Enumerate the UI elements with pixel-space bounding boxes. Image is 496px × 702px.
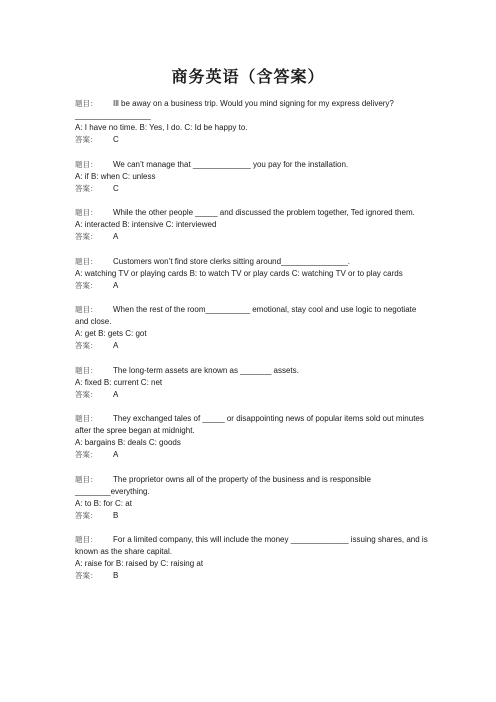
question-text-continued: after the spree began at midnight. (75, 426, 195, 435)
question-text: Ill be away on a business trip. Would you mind signing for my express delivery? (113, 99, 394, 108)
answer-label: 答案： (75, 510, 98, 520)
question-label: 题目： (75, 535, 98, 544)
question-text: They exchanged tales of _____ or disappointing news of popular items sold out minutes (113, 414, 424, 423)
question-list (75, 98, 428, 595)
question-item (75, 159, 421, 195)
answer-options: A: fixed B: current C: net (75, 377, 163, 387)
question-text: For a limited company, this will include the money _____________ issuing shares, and is (113, 535, 428, 544)
question-text-continued: known as the share capital. (75, 547, 172, 556)
answer-label: 答案： (75, 389, 98, 399)
question-item (75, 413, 424, 461)
answer-options: A: get B: gets C: got (75, 329, 147, 338)
answer-label: 答案： (75, 341, 98, 350)
answer-value: A (113, 280, 119, 290)
question-label: 题目： (75, 365, 98, 375)
question-item (75, 256, 421, 292)
answer-value: A (113, 232, 119, 241)
answer-value: A (113, 450, 119, 459)
answer-value: C (113, 135, 119, 144)
answer-label: 答案： (75, 450, 98, 459)
answer-value: A (113, 341, 119, 350)
answer-label: 答案： (75, 135, 98, 144)
answer-options: A: raise for B: raised by C: raising at (75, 559, 204, 568)
answer-value: B (113, 571, 119, 580)
answer-options: A: I have no time. B: Yes, I do. C: Id be happy to. (75, 123, 248, 132)
answer-options: A: interacted B: intensive C: interviewed (75, 220, 217, 229)
question-item (75, 207, 421, 243)
answer-options: A: watching TV or playing cards B: to watch TV or play cards C: watching TV or to play cards (75, 268, 403, 278)
answer-value: C (113, 183, 119, 193)
question-item (75, 474, 421, 522)
question-item (75, 365, 421, 401)
question-text: The proprietor owns all of the property of the business and is responsible (113, 474, 371, 484)
answer-options: A: to B: for C: at (75, 498, 132, 508)
question-label: 题目： (75, 256, 98, 266)
question-text-continued: and close. (75, 317, 112, 326)
question-item (75, 98, 421, 146)
question-text: Customers won’t find store clerks sitting around_______________. (113, 256, 351, 266)
document-title: 商务英语（含答案） (171, 67, 325, 86)
question-text: We can’t manage that _____________ you pay for the installation. (113, 159, 349, 169)
question-text-continued: _________________ (75, 111, 151, 120)
answer-label: 答案： (75, 232, 98, 241)
question-item (75, 534, 428, 582)
question-item (75, 304, 421, 352)
question-text: The long-term assets are known as _______ assets. (113, 365, 299, 375)
answer-value: A (113, 389, 119, 399)
question-label: 题目： (75, 208, 98, 217)
question-label: 题目： (75, 159, 98, 169)
answer-options: A: bargains B: deals C: goods (75, 438, 181, 447)
answer-options: A: if B: when C: unless (75, 171, 156, 181)
answer-label: 答案： (75, 280, 98, 290)
question-label: 题目： (75, 414, 98, 423)
question-text: While the other people _____ and discussed the problem together, Ted ignored them. (113, 208, 415, 217)
answer-label: 答案： (75, 571, 98, 580)
question-text-continued: ________everything. (75, 486, 150, 496)
answer-value: B (113, 510, 119, 520)
question-label: 题目： (75, 99, 98, 108)
answer-label: 答案： (75, 183, 98, 193)
question-text: When the rest of the room__________ emotional, stay cool and use logic to negotiate (113, 305, 417, 314)
question-label: 题目： (75, 305, 98, 314)
question-label: 题目： (75, 474, 98, 484)
